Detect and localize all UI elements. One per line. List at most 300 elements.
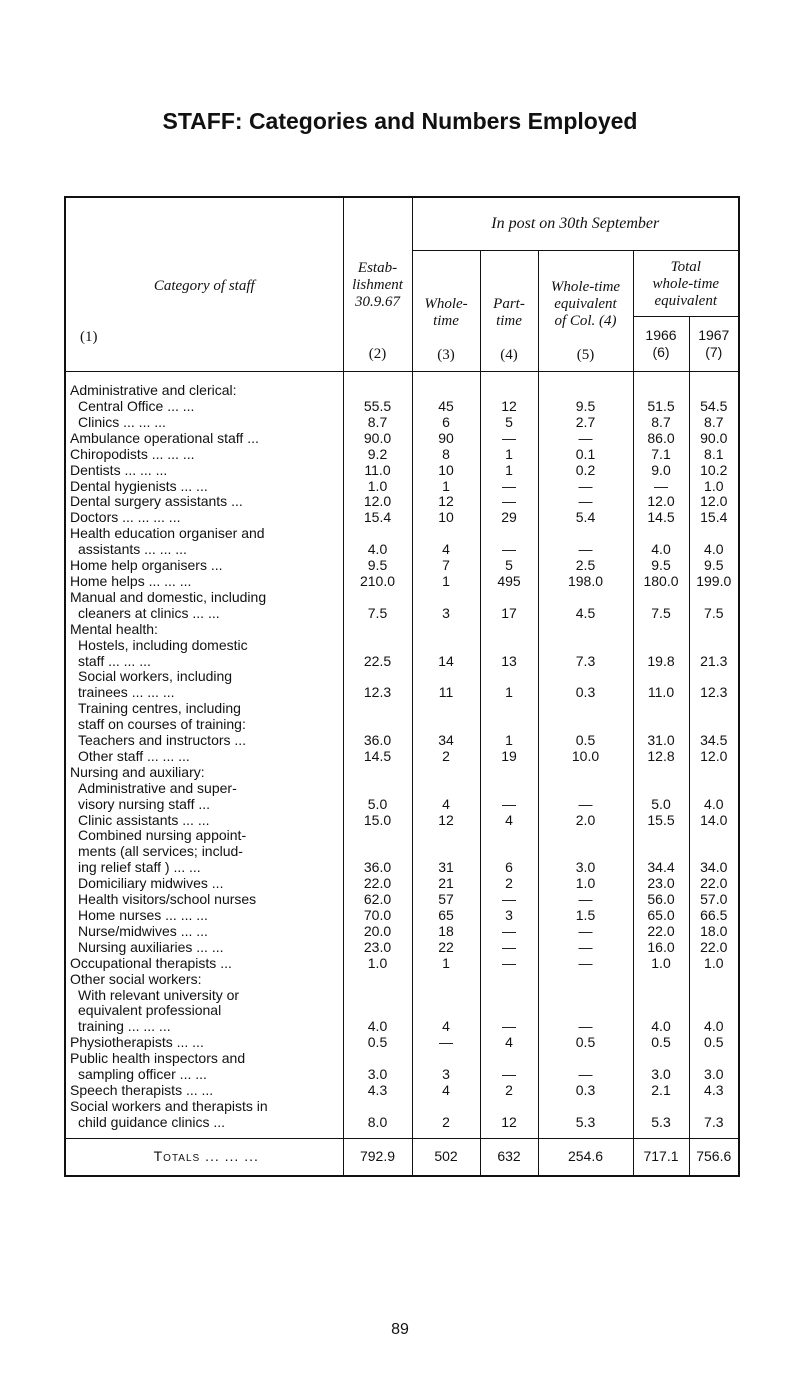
- cell-establishment: 11.0: [343, 463, 412, 479]
- row-category: assistants ... ... ...: [78, 541, 187, 558]
- cell-part-time: —: [480, 542, 538, 558]
- cell-establishment: [343, 701, 412, 717]
- cell-establishment: 8.0: [343, 1115, 412, 1131]
- row-category: Home helps ... ... ...: [70, 572, 192, 589]
- cell-part-time: [480, 844, 538, 860]
- totals-1967: 756.6: [689, 1139, 739, 1177]
- header-part-time-num: (4): [500, 346, 518, 363]
- cell-total-1966: [633, 765, 689, 781]
- cell-part-time: 12: [480, 1115, 538, 1131]
- cell-total-1967: 4.3: [689, 1083, 739, 1099]
- row-category: Other social workers:: [70, 970, 202, 987]
- table-row: [65, 701, 739, 717]
- cell-total-1967: 34.0: [689, 860, 739, 876]
- table-row: [65, 1115, 739, 1131]
- cell-establishment: 1.0: [343, 479, 412, 495]
- row-category: Teachers and instructors ...: [78, 732, 247, 749]
- table-row: [65, 590, 739, 606]
- cell-establishment: 12.3: [343, 685, 412, 701]
- cell-part-time: —: [480, 924, 538, 940]
- cell-total-1967: 0.5: [689, 1035, 739, 1051]
- cell-whole-time: 22: [412, 940, 480, 956]
- cell-establishment: 0.5: [343, 1035, 412, 1051]
- cell-wte: [538, 1051, 633, 1067]
- cell-wte: [538, 638, 633, 654]
- cell-whole-time: [412, 701, 480, 717]
- header-wte-label: Whole-time equivalent of Col. (4): [550, 278, 621, 329]
- cell-establishment: 4.0: [343, 542, 412, 558]
- cell-total-1967: 10.2: [689, 463, 739, 479]
- cell-total-1966: 15.5: [633, 813, 689, 829]
- table-row: [65, 1003, 739, 1019]
- cell-whole-time: [412, 765, 480, 781]
- table-row: [65, 622, 739, 638]
- cell-total-1966: [633, 371, 689, 399]
- cell-establishment: [343, 765, 412, 781]
- cell-whole-time: 4: [412, 797, 480, 813]
- cell-whole-time: [412, 988, 480, 1004]
- page-number: 89: [391, 1321, 409, 1338]
- cell-part-time: 13: [480, 654, 538, 670]
- cell-total-1966: [633, 638, 689, 654]
- cell-total-1966: 2.1: [633, 1083, 689, 1099]
- cell-total-1966: 9.0: [633, 463, 689, 479]
- header-1967: [689, 316, 739, 371]
- cell-wte: [538, 781, 633, 797]
- cell-total-1967: 7.5: [689, 606, 739, 622]
- header-1967-num: (7): [705, 343, 723, 360]
- header-1967-label: 1967: [698, 326, 730, 343]
- cell-total-1967: [689, 526, 739, 542]
- row-category: child guidance clinics ...: [78, 1113, 226, 1130]
- cell-part-time: —: [480, 494, 538, 510]
- cell-part-time: —: [480, 1067, 538, 1083]
- cell-total-1966: 16.0: [633, 940, 689, 956]
- cell-part-time: [480, 972, 538, 988]
- cell-total-1967: 22.0: [689, 876, 739, 892]
- cell-wte: [538, 988, 633, 1004]
- row-category: Training centres, including: [78, 700, 241, 717]
- cell-total-1966: [633, 781, 689, 797]
- row-category: Administrative and super-: [78, 779, 237, 796]
- cell-whole-time: 10: [412, 463, 480, 479]
- cell-total-1966: 56.0: [633, 892, 689, 908]
- row-category: Nursing and auxiliary:: [70, 763, 205, 780]
- cell-whole-time: 65: [412, 908, 480, 924]
- cell-total-1966: 3.0: [633, 1067, 689, 1083]
- table-row: [65, 956, 739, 972]
- cell-wte: 1.0: [538, 876, 633, 892]
- table-row: [65, 892, 739, 908]
- cell-establishment: [343, 669, 412, 685]
- cell-whole-time: [412, 669, 480, 685]
- cell-whole-time: 45: [412, 399, 480, 415]
- cell-total-1966: 51.5: [633, 399, 689, 415]
- table-row: [65, 876, 739, 892]
- table-row: [65, 574, 739, 590]
- header-establishment-label: Estab- lishment 30.9.67: [352, 260, 403, 310]
- cell-establishment: 5.0: [343, 797, 412, 813]
- table-row: [65, 1099, 739, 1115]
- totals-1966: 717.1: [633, 1139, 689, 1177]
- cell-establishment: 210.0: [343, 574, 412, 590]
- cell-whole-time: 6: [412, 415, 480, 431]
- cell-establishment: [343, 590, 412, 606]
- cell-part-time: [480, 669, 538, 685]
- cell-wte: [538, 765, 633, 781]
- cell-wte: —: [538, 1019, 633, 1035]
- row-category: Clinic assistants ... ...: [78, 811, 210, 828]
- cell-part-time: [480, 590, 538, 606]
- cell-wte: —: [538, 542, 633, 558]
- table-row: [65, 669, 739, 685]
- cell-wte: [538, 669, 633, 685]
- cell-part-time: [480, 988, 538, 1004]
- cell-part-time: [480, 1099, 538, 1115]
- cell-total-1967: 18.0: [689, 924, 739, 940]
- cell-total-1966: 12.0: [633, 494, 689, 510]
- header-establishment-num: (2): [368, 346, 387, 362]
- cell-total-1966: 31.0: [633, 733, 689, 749]
- spacer-row: [65, 1131, 739, 1139]
- cell-total-1967: 22.0: [689, 940, 739, 956]
- row-category: staff on courses of training:: [78, 716, 246, 733]
- cell-part-time: 2: [480, 1083, 538, 1099]
- totals-wte: 254.6: [538, 1139, 633, 1177]
- cell-total-1967: 9.5: [689, 558, 739, 574]
- cell-total-1966: 4.0: [633, 1019, 689, 1035]
- row-category: Manual and domestic, including: [70, 588, 267, 605]
- cell-establishment: [343, 844, 412, 860]
- cell-whole-time: —: [412, 1035, 480, 1051]
- cell-whole-time: 4: [412, 1019, 480, 1035]
- cell-total-1966: [633, 526, 689, 542]
- cell-whole-time: [412, 638, 480, 654]
- cell-total-1966: 23.0: [633, 876, 689, 892]
- cell-wte: 0.1: [538, 447, 633, 463]
- totals-whole-time: 502: [412, 1139, 480, 1177]
- cell-part-time: 1: [480, 733, 538, 749]
- row-category: visory nursing staff ...: [78, 795, 211, 812]
- cell-establishment: 12.0: [343, 494, 412, 510]
- table-row: [65, 638, 739, 654]
- row-category: Domiciliary midwives ...: [78, 875, 224, 892]
- cell-total-1966: 7.5: [633, 606, 689, 622]
- cell-total-1967: 199.0: [689, 574, 739, 590]
- cell-whole-time: 90: [412, 431, 480, 447]
- cell-total-1966: [633, 622, 689, 638]
- cell-total-1967: 66.5: [689, 908, 739, 924]
- cell-part-time: 5: [480, 558, 538, 574]
- cell-whole-time: 11: [412, 685, 480, 701]
- cell-part-time: 495: [480, 574, 538, 590]
- cell-wte: —: [538, 924, 633, 940]
- table-row: [65, 542, 739, 558]
- cell-establishment: 4.0: [343, 1019, 412, 1035]
- cell-establishment: 8.7: [343, 415, 412, 431]
- cell-wte: [538, 526, 633, 542]
- cell-total-1966: 180.0: [633, 574, 689, 590]
- row-category: equivalent professional: [78, 1002, 222, 1019]
- cell-part-time: [480, 781, 538, 797]
- staff-table-container: [64, 196, 738, 1177]
- cell-total-1967: [689, 781, 739, 797]
- cell-whole-time: [412, 972, 480, 988]
- cell-part-time: [480, 371, 538, 399]
- header-whole-time-num: (3): [437, 346, 455, 363]
- cell-part-time: —: [480, 892, 538, 908]
- cell-total-1966: 7.1: [633, 447, 689, 463]
- cell-total-1967: [689, 669, 739, 685]
- cell-wte: 5.4: [538, 510, 633, 526]
- spacer-cell: [538, 1131, 633, 1139]
- cell-part-time: —: [480, 431, 538, 447]
- cell-whole-time: [412, 526, 480, 542]
- cell-establishment: [343, 622, 412, 638]
- cell-whole-time: 12: [412, 813, 480, 829]
- cell-total-1966: 65.0: [633, 908, 689, 924]
- cell-total-1967: 1.0: [689, 956, 739, 972]
- cell-wte: [538, 1003, 633, 1019]
- row-category: Physiotherapists ... ...: [70, 1034, 204, 1051]
- cell-total-1966: [633, 972, 689, 988]
- row-category: sampling officer ... ...: [78, 1066, 207, 1083]
- cell-whole-time: [412, 844, 480, 860]
- table-row: [65, 940, 739, 956]
- cell-establishment: 4.3: [343, 1083, 412, 1099]
- cell-total-1967: [689, 371, 739, 399]
- spacer-cell: [480, 1131, 538, 1139]
- row-category: Hostels, including domestic: [78, 636, 248, 653]
- row-category: Ambulance operational staff ...: [70, 429, 259, 446]
- cell-total-1967: [689, 972, 739, 988]
- cell-total-1967: 12.3: [689, 685, 739, 701]
- cell-wte: —: [538, 892, 633, 908]
- row-category: ments (all services; includ-: [78, 843, 243, 860]
- cell-whole-time: [412, 781, 480, 797]
- table-row: [65, 924, 739, 940]
- cell-total-1967: [689, 622, 739, 638]
- cell-part-time: 5: [480, 415, 538, 431]
- cell-wte: —: [538, 940, 633, 956]
- cell-part-time: —: [480, 797, 538, 813]
- cell-part-time: [480, 765, 538, 781]
- cell-wte: 5.3: [538, 1115, 633, 1131]
- table-row: [65, 717, 739, 733]
- cell-part-time: [480, 701, 538, 717]
- cell-total-1967: 8.1: [689, 447, 739, 463]
- cell-whole-time: 12: [412, 494, 480, 510]
- cell-total-1966: 14.5: [633, 510, 689, 526]
- cell-whole-time: [412, 1099, 480, 1115]
- cell-establishment: 23.0: [343, 940, 412, 956]
- cell-establishment: 22.0: [343, 876, 412, 892]
- header-whole-time: [412, 250, 480, 371]
- row-category: Social workers and therapists in: [70, 1097, 268, 1114]
- header-wte: [538, 250, 633, 371]
- cell-whole-time: 3: [412, 606, 480, 622]
- cell-wte: 0.3: [538, 1083, 633, 1099]
- cell-total-1966: 0.5: [633, 1035, 689, 1051]
- cell-total-1966: 12.8: [633, 749, 689, 765]
- cell-total-1967: [689, 1099, 739, 1115]
- table-row: [65, 1083, 739, 1099]
- row-category: Combined nursing appoint-: [78, 827, 247, 844]
- cell-whole-time: 2: [412, 749, 480, 765]
- cell-total-1967: 34.5: [689, 733, 739, 749]
- cell-establishment: 3.0: [343, 1067, 412, 1083]
- cell-total-1967: 57.0: [689, 892, 739, 908]
- cell-whole-time: 18: [412, 924, 480, 940]
- row-category: Speech therapists ... ...: [70, 1081, 214, 1098]
- cell-establishment: 36.0: [343, 733, 412, 749]
- cell-total-1966: 86.0: [633, 431, 689, 447]
- cell-total-1967: 7.3: [689, 1115, 739, 1131]
- table-body: [65, 371, 739, 1139]
- cell-total-1967: 54.5: [689, 399, 739, 415]
- cell-whole-time: 14: [412, 654, 480, 670]
- cell-whole-time: 57: [412, 892, 480, 908]
- table-row: [65, 494, 739, 510]
- cell-total-1966: [633, 844, 689, 860]
- cell-establishment: 62.0: [343, 892, 412, 908]
- cell-wte: 0.5: [538, 1035, 633, 1051]
- cell-part-time: 29: [480, 510, 538, 526]
- table-row: [65, 431, 739, 447]
- row-category: Health education organiser and: [70, 525, 265, 542]
- header-whole-time-label: Whole- time: [424, 295, 468, 329]
- row-category: Social workers, including: [78, 668, 233, 685]
- table-row: [65, 447, 739, 463]
- cell-total-1967: 14.0: [689, 813, 739, 829]
- cell-total-1967: [689, 590, 739, 606]
- cell-wte: [538, 844, 633, 860]
- row-category: ing relief staff ) ... ...: [78, 859, 201, 876]
- table-row: [65, 479, 739, 495]
- cell-total-1967: 4.0: [689, 1019, 739, 1035]
- table-row: [65, 844, 739, 860]
- cell-part-time: [480, 638, 538, 654]
- cell-wte: 9.5: [538, 399, 633, 415]
- cell-whole-time: 34: [412, 733, 480, 749]
- cell-establishment: 15.0: [343, 813, 412, 829]
- cell-establishment: [343, 526, 412, 542]
- cell-whole-time: 10: [412, 510, 480, 526]
- table-row: [65, 526, 739, 542]
- cell-total-1967: 8.7: [689, 415, 739, 431]
- cell-establishment: 90.0: [343, 431, 412, 447]
- cell-establishment: 14.5: [343, 749, 412, 765]
- cell-part-time: [480, 526, 538, 542]
- cell-wte: 7.3: [538, 654, 633, 670]
- row-category: Nurse/midwives ... ...: [78, 922, 208, 939]
- header-in-post: In post on 30th September: [412, 197, 739, 250]
- cell-total-1966: [633, 701, 689, 717]
- cell-part-time: 6: [480, 860, 538, 876]
- table-row: [65, 558, 739, 574]
- cell-whole-time: 21: [412, 876, 480, 892]
- row-category: cleaners at clinics ... ...: [78, 604, 220, 621]
- table-row: [65, 797, 739, 813]
- header-category-num: (1): [80, 329, 98, 345]
- cell-establishment: 9.5: [343, 558, 412, 574]
- table-row: [65, 988, 739, 1004]
- cell-total-1967: 3.0: [689, 1067, 739, 1083]
- row-category: With relevant university or: [78, 986, 240, 1003]
- totals-row: [65, 1139, 739, 1177]
- cell-total-1966: 34.4: [633, 860, 689, 876]
- cell-wte: 0.3: [538, 685, 633, 701]
- page-title: STAFF: Categories and Numbers Employed: [162, 108, 638, 134]
- cell-whole-time: 1: [412, 479, 480, 495]
- cell-part-time: 2: [480, 876, 538, 892]
- cell-establishment: [343, 1099, 412, 1115]
- cell-wte: —: [538, 479, 633, 495]
- cell-part-time: —: [480, 956, 538, 972]
- cell-wte: —: [538, 1067, 633, 1083]
- cell-wte: 10.0: [538, 749, 633, 765]
- cell-wte: [538, 828, 633, 844]
- table-row: [65, 972, 739, 988]
- cell-part-time: 1: [480, 685, 538, 701]
- cell-wte: 3.0: [538, 860, 633, 876]
- table-row: [65, 654, 739, 670]
- cell-wte: [538, 972, 633, 988]
- row-category: Other staff ... ... ...: [78, 747, 190, 764]
- cell-whole-time: 7: [412, 558, 480, 574]
- cell-total-1966: 5.3: [633, 1115, 689, 1131]
- row-category: staff ... ... ...: [78, 652, 151, 669]
- cell-part-time: —: [480, 940, 538, 956]
- cell-part-time: 19: [480, 749, 538, 765]
- row-category: Health visitors/school nurses: [78, 891, 257, 908]
- cell-establishment: [343, 972, 412, 988]
- cell-whole-time: [412, 1003, 480, 1019]
- cell-total-1966: [633, 590, 689, 606]
- cell-total-1967: [689, 717, 739, 733]
- cell-total-1967: [689, 988, 739, 1004]
- cell-establishment: 36.0: [343, 860, 412, 876]
- cell-wte: 4.5: [538, 606, 633, 622]
- table-row: [65, 415, 739, 431]
- header-1966: [633, 316, 689, 371]
- row-category: Dental hygienists ... ...: [70, 477, 208, 494]
- cell-wte: 0.5: [538, 733, 633, 749]
- cell-whole-time: 8: [412, 447, 480, 463]
- cell-total-1967: 12.0: [689, 749, 739, 765]
- row-category: Home nurses ... ... ...: [78, 907, 208, 923]
- cell-total-1967: [689, 1003, 739, 1019]
- staff-table: [64, 196, 740, 1177]
- row-category: Occupational therapists ...: [70, 954, 232, 971]
- cell-total-1967: 15.4: [689, 510, 739, 526]
- cell-wte: 0.2: [538, 463, 633, 479]
- spacer-cell: [633, 1131, 689, 1139]
- cell-wte: 1.5: [538, 908, 633, 924]
- cell-total-1967: 90.0: [689, 431, 739, 447]
- table-row: [65, 463, 739, 479]
- cell-whole-time: [412, 1051, 480, 1067]
- cell-total-1966: [633, 669, 689, 685]
- spacer-cell: [343, 1131, 412, 1139]
- cell-wte: 198.0: [538, 574, 633, 590]
- cell-wte: [538, 622, 633, 638]
- cell-total-1966: 22.0: [633, 924, 689, 940]
- cell-wte: [538, 701, 633, 717]
- table-row: [65, 749, 739, 765]
- table-row: [65, 860, 739, 876]
- table-row: [65, 781, 739, 797]
